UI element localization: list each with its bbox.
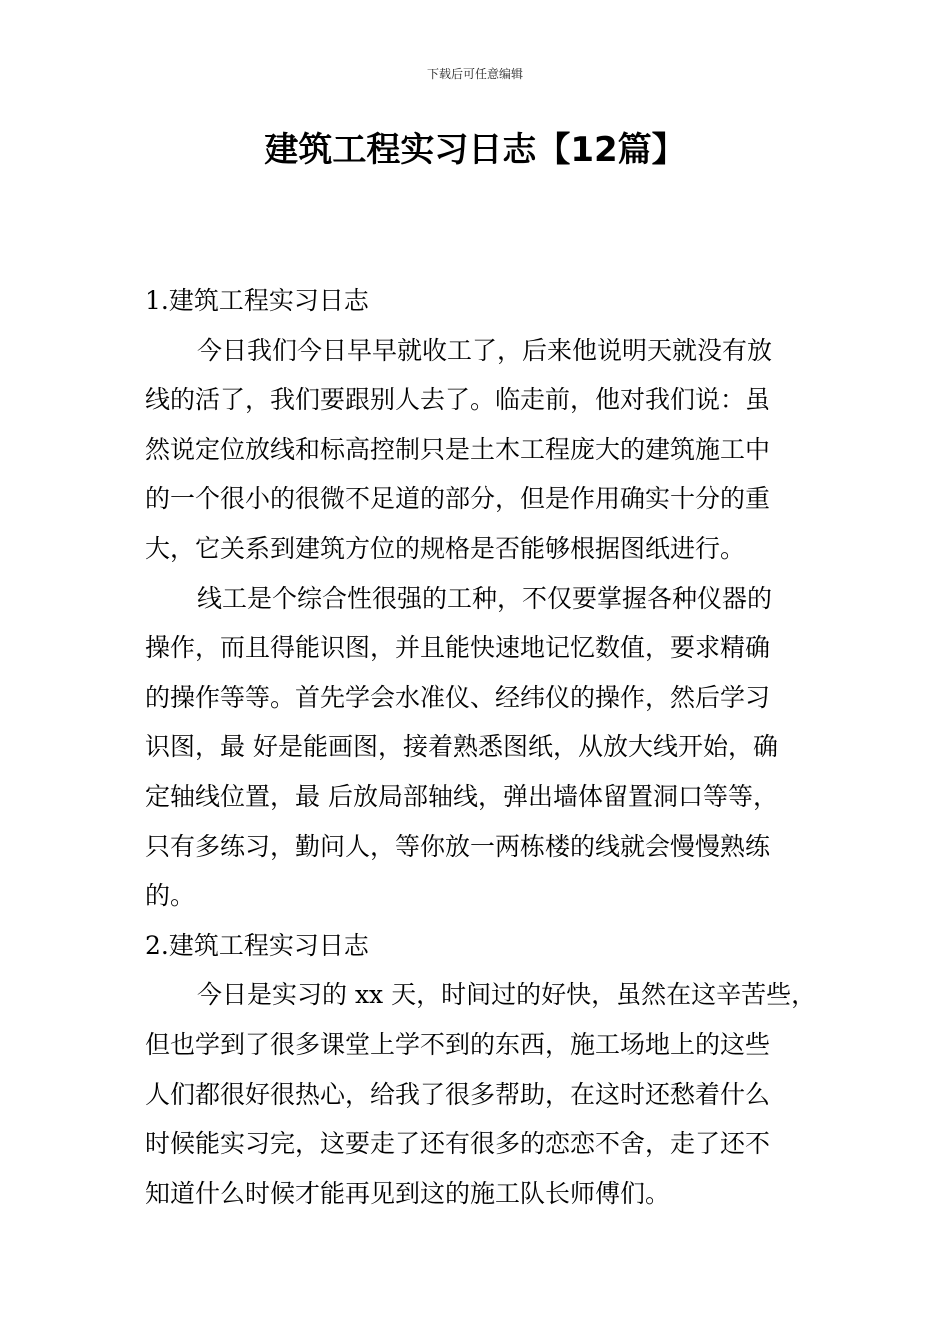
text-line: 操作，而且得能识图，并且能快速地记忆数值，要求精确 xyxy=(145,633,771,663)
text-line: 但也学到了很多课堂上学不到的东西，施工场地上的这些 xyxy=(145,1029,771,1059)
document-body xyxy=(145,276,817,1218)
paragraph xyxy=(145,970,817,1218)
text-line: 大，它关系到建筑方位的规格是否能够根据图纸进行。 xyxy=(145,533,746,563)
text-line: 知道什么时候才能再见到这的施工队长师傅们。 xyxy=(145,1178,671,1208)
text-line: 线工是个综合性很强的工种，不仅要掌握各种仪器的 xyxy=(197,583,773,613)
page-header: 下载后可任意编辑 xyxy=(426,67,523,81)
text-line: 定轴线位置，最 后放局部轴线，弹出墙体留置洞口等等， xyxy=(145,781,778,811)
text-line: 识图，最 好是能画图，接着熟悉图纸，从放大线开始，确 xyxy=(145,732,778,762)
text-line: 人们都很好很热心，给我了很多帮助，在这时还愁着什么 xyxy=(145,1079,771,1109)
text-line: 线的活了，我们要跟别人去了。临走前，他对我们说：虽 xyxy=(145,385,771,415)
text-line: 时候能实习完，这要走了还有很多的恋恋不舍，走了还不 xyxy=(145,1129,771,1159)
paragraph xyxy=(145,326,810,574)
text-line: 的操作等等。首先学会水准仪、经纬仪的操作，然后学习 xyxy=(145,682,771,712)
paragraph xyxy=(145,574,810,921)
section-1 xyxy=(145,276,810,921)
section-heading: 2.建筑工程实习日志 xyxy=(145,930,369,960)
text-line: 然说定位放线和标高控制只是土木工程庞大的建筑施工中 xyxy=(145,434,771,464)
text-line: 今日是实习的 xx 天，时间过的好快，虽然在这辛苦些， xyxy=(197,980,817,1010)
text-line: 的。 xyxy=(145,881,196,911)
text-line: 只有多练习，勤问人，等你放一两栋楼的线就会慢慢熟练 xyxy=(145,831,771,861)
text-line: 今日我们今日早早就收工了，后来他说明天就没有放 xyxy=(197,335,773,365)
text-line: 的一个很小的很微不足道的部分，但是作用确实十分的重 xyxy=(145,484,771,514)
section-2 xyxy=(145,921,817,1219)
document-title: 建筑工程实习日志【12篇】 xyxy=(264,130,686,170)
section-heading: 1.建筑工程实习日志 xyxy=(145,286,369,315)
